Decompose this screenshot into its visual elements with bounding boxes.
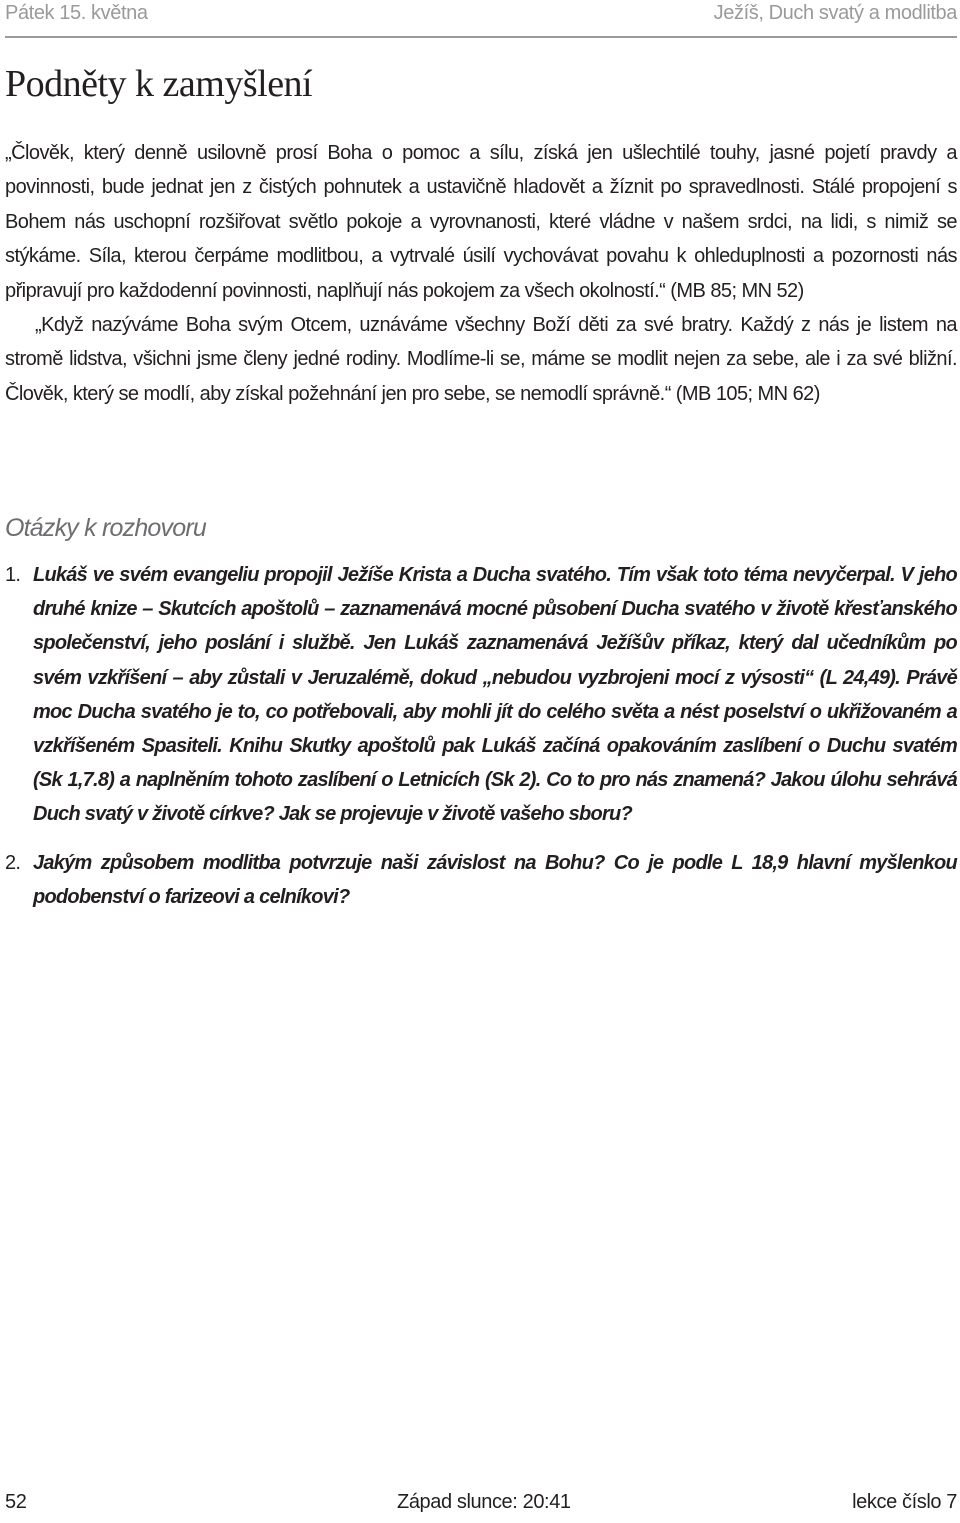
question-text: Lukáš ve svém evangeliu propojil Ježíše Krista a Ducha svatého. Tím však toto téma nevyčerpal. V jeho druhé knize – Skutcích apoštolů – zaznamenává mocné působení Ducha svatého v životě křesťanského společenství, jeho poslání i službě. Jen Lukáš zaznamenává Ježíšův příkaz, který dal učedníkům po svém vzkříšení – aby zůstali v Jeruzalémě, dokud „nebudou vyzbrojeni mocí z výsosti“ (L 24,49). Právě moc Ducha svatého je to, co potřebovali, aby mohli jít do celého světa a nést poselství o ukřižovaném a vzkříšeném Spasiteli. Knihu Skutky apoštolů pak Lukáš začíná opakováním zaslíbení o Duchu svatém (Sk 1,7.8) a naplněním tohoto zaslíbení o Letnicích (Sk 2). Co to pro nás znamená? Jakou úlohu sehrává Duch svatý v životě církve? Jak se projevuje v životě vašeho sboru? <box>33 564 957 826</box>
page-number: 52 <box>5 1491 27 1513</box>
sunset-time: Západ slunce: 20:41 <box>397 1491 571 1513</box>
section-title: Podněty k zamyšlení <box>5 63 313 105</box>
quote-paragraph: „Když nazýváme Boha svým Otcem, uznáváme všechny Boží děti za své bratry. Každý z nás je listem na stromě lidstva, všichni jsme členy jedné rodiny. Modlíme-li se, máme se modlit nejen za sebe, ale i za své bližní. Člověk, který se modlí, aby získal požehnání jen pro sebe, se nemodlí správně.“ (MB 105; MN 62) <box>5 314 957 405</box>
lesson-number: lekce číslo 7 <box>852 1491 957 1513</box>
header-date: Pátek 15. května <box>5 2 148 24</box>
quote-paragraph: „Člověk, který denně usilovně prosí Boha o pomoc a sílu, získá jen ušlechtilé touhy, jasné pojetí pravdy a povinnosti, bude jednat jen z čistých pohnutek a ustavičně hladovět a žíznit po spravedlnosti. Stálé propojení s Bohem nás uschopní rozšiřovat světlo pokoje a vyrovnanosti, které vládne v našem srdci, na lidi, s nimiž se stýkáme. Síla, kterou čerpáme modlitbou, a vytrvalé úsilí vychovávat povahu k ohleduplnosti a pozornosti nás připravují pro každodenní povinnosti, naplňují nás pokojem za všech okolností.“ (MB 85; MN 52) <box>5 142 957 302</box>
question-item <box>5 846 957 914</box>
page-header <box>5 0 957 38</box>
document-page <box>5 0 957 1523</box>
question-number: 2. <box>5 851 21 874</box>
questions-heading: Otázky k rozhovoru <box>5 514 206 542</box>
discussion-questions <box>5 558 957 928</box>
header-lesson-title: Ježíš, Duch svatý a modlitba <box>713 2 957 24</box>
question-text: Jakým způsobem modlitba potvrzuje naši závislost na Bohu? Co je podle L 18,9 hlavní myšlenkou podobenství o farizeovi a celníkovi? <box>33 851 957 908</box>
page-footer <box>5 1491 957 1521</box>
question-item <box>5 558 957 832</box>
question-number: 1. <box>5 564 21 586</box>
reflection-text <box>5 136 957 411</box>
